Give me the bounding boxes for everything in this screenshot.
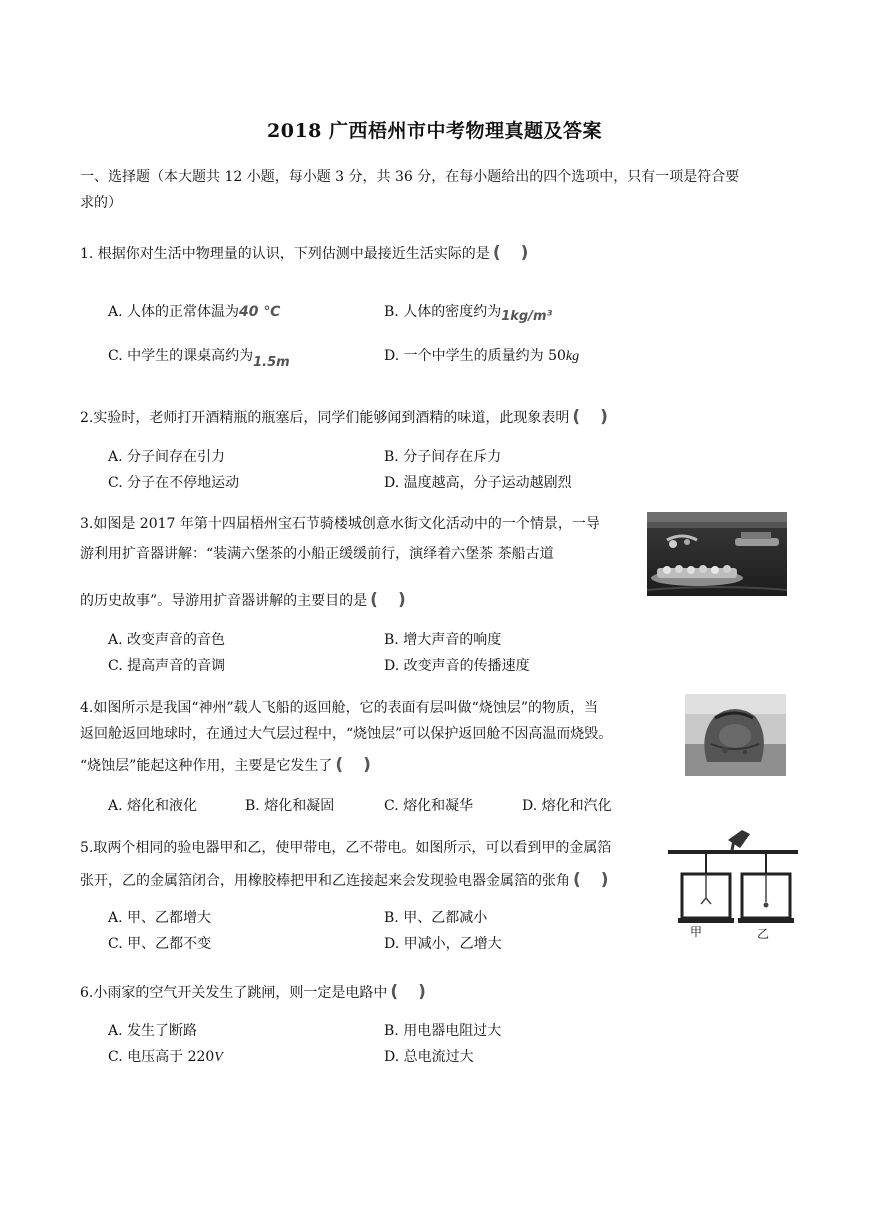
section-instructions-line1: 一、选择题（本大题共 12 小题，每小题 3 分，共 36 分，在每小题给出的四个选项中，只有一项是符合要 [80,169,740,185]
q6-option-d: D. 总电流过大 [384,1049,474,1065]
answer-blank: ( ) [573,870,609,890]
formula: 1kg/m³ [501,309,553,324]
q3-option-c: C. 提高声音的音调 [108,658,226,674]
q5-option-d: D. 甲减小，乙增大 [384,936,502,952]
answer-blank: ( ) [370,590,406,610]
q4-option-c: C. 熔化和凝华 [384,798,474,814]
question-3-line1: 3.如图是 2017 年第十四届梧州宝石节骑楼城创意水街文化活动中的一个情景，一导 [80,516,600,532]
question-2-stem: 2.实验时，老师打开酒精瓶的瓶塞后，同学们能够闻到酒精的味道，此现象表明 ( ) [80,407,608,427]
question-3-line3: 的历史故事”。导游用扩音器讲解的主要目的是 ( ) [80,590,406,610]
question-5-line1: 5.取两个相同的验电器甲和乙，使甲带电，乙不带电。如图所示，可以看到甲的金属箔 [80,840,612,856]
electroscope-label-jia: 甲 [690,925,703,939]
q1-option-b: B. 人体的密度约为1kg/m³ [384,304,553,324]
question-3-line2: 游利用扩音器讲解：“装满六堡茶的小船正缓缓前行，演绎着六堡茶 茶船古道 [80,546,554,562]
electroscope-figure [668,826,798,944]
q5-option-a: A. 甲、乙都增大 [108,910,212,926]
answer-blank: ( ) [572,407,608,427]
q3-option-a: A. 改变声音的音色 [108,632,226,648]
q1-option-d: D. 一个中学生的质量约为 50kg [384,348,580,364]
q4-option-a: A. 熔化和液化 [108,798,198,814]
question-6-stem: 6.小雨家的空气开关发生了跳闸，则一定是电路中 ( ) [80,982,426,1002]
question-stem-text: 1. 根据你对生活中物理量的认识，下列估测中最接近生活实际的是 [80,246,490,262]
formula: 40 ℃ [239,304,281,320]
question-4-line1: 4.如图所示是我国“神州”载人飞船的返回舱，它的表面有层叫做“烧蚀层”的物质，当 [80,700,598,716]
boat-festival-photo [647,512,787,596]
page-title: 2018 广西梧州市中考物理真题及答案 [267,120,602,142]
q4-option-d: D. 熔化和汽化 [522,798,612,814]
q2-option-b: B. 分子间存在斥力 [384,449,502,465]
question-1-stem [80,243,528,264]
answer-blank: ( ) [390,982,426,1002]
q3-option-b: B. 增大声音的响度 [384,632,502,648]
q5-option-c: C. 甲、乙都不变 [108,936,212,952]
q6-option-c: C. 电压高于 220V [108,1049,223,1065]
q3-option-d: D. 改变声音的传播速度 [384,658,530,674]
question-4-line3: “烧蚀层”能起这种作用，主要是它发生了 ( ) [80,755,371,775]
reentry-capsule-photo [685,694,786,776]
question-4-line2: 返回舱返回地球时，在通过大气层过程中，“烧蚀层”可以保护返回舱不因高温而烧毁。 [80,726,613,742]
q2-option-d: D. 温度越高，分子运动越剧烈 [384,475,572,491]
q1-option-c: C. 中学生的课桌高约为1.5m [108,348,290,370]
q6-option-a: A. 发生了断路 [108,1023,198,1039]
answer-blank: ( ) [335,755,371,775]
q2-option-c: C. 分子在不停地运动 [108,475,240,491]
q1-option-a: A. 人体的正常体温为40 ℃ [108,304,281,320]
formula: 1.5m [253,355,290,370]
electroscope-label-yi: 乙 [757,927,770,941]
q2-option-a: A. 分子间存在引力 [108,449,226,465]
q5-option-b: B. 甲、乙都减小 [384,910,488,926]
q6-option-b: B. 用电器电阻过大 [384,1023,502,1039]
question-5-line2: 张开，乙的金属箔闭合，用橡胶棒把甲和乙连接起来会发现验电器金属箔的张角 ( ) [80,870,609,890]
q4-option-b: B. 熔化和凝固 [245,798,335,814]
section-instructions-line2: 求的） [80,195,122,211]
answer-blank: ( ) [492,243,529,263]
